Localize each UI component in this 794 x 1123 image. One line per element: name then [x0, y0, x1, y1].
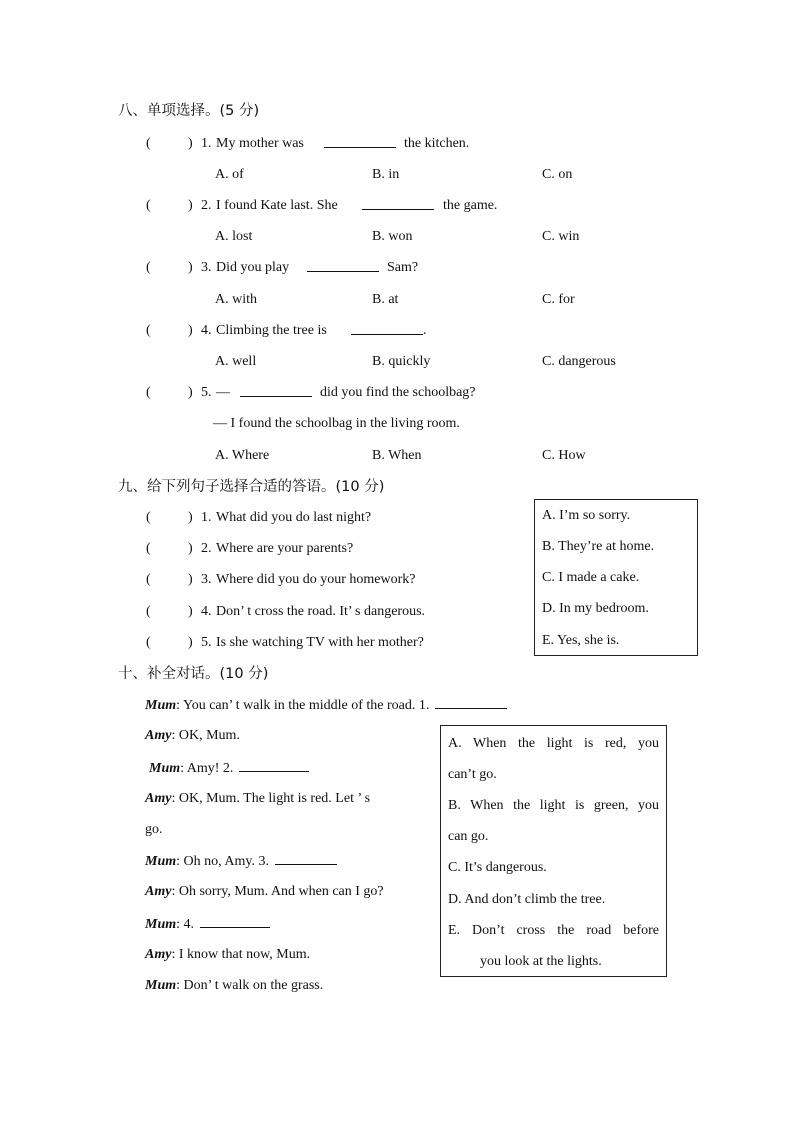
answer-blank[interactable]	[324, 135, 396, 154]
answer-paren-open: (	[146, 635, 151, 650]
question-text-after: .	[423, 323, 427, 338]
speaker-mum: Mum	[149, 761, 181, 776]
question-number: 1.	[201, 136, 212, 151]
question-text-after: the kitchen.	[404, 136, 470, 151]
question-text-after: the game.	[443, 198, 498, 213]
option-a[interactable]: A. with	[215, 292, 257, 307]
option-c[interactable]: C. for	[542, 292, 575, 307]
answer-blank[interactable]	[351, 322, 423, 341]
question-text: Where did you do your homework?	[216, 572, 416, 587]
question-number: 2.	[201, 198, 212, 213]
dialogue-text: : Oh no, Amy. 3.	[176, 854, 269, 869]
dialogue-option-a-line2: can’t go.	[448, 767, 497, 782]
question-text-after: did you find the schoolbag?	[320, 385, 476, 400]
option-a[interactable]: A. lost	[215, 229, 253, 244]
answer-paren-close[interactable]: )	[188, 198, 193, 213]
speaker-amy: Amy	[145, 947, 172, 962]
answer-paren-close[interactable]: )	[188, 572, 193, 587]
answer-option-c: C. I made a cake.	[542, 570, 640, 585]
answer-blank-2[interactable]	[239, 759, 309, 772]
dialogue-option-a-line1: A. When the light is red, you	[448, 736, 659, 751]
question-number: 4.	[201, 323, 212, 338]
answer-blank[interactable]	[362, 197, 434, 216]
question-number: 4.	[201, 604, 212, 619]
answer-option-d: D. In my bedroom.	[542, 601, 649, 616]
dialogue-option-c: C. It’s dangerous.	[448, 860, 547, 875]
dialogue-text: : Don’ t walk on the grass.	[176, 978, 324, 993]
dialogue-option-b-line1: B. When the light is green, you	[448, 798, 659, 813]
section-10-heading: 十、补全对话。(10 分)	[118, 666, 269, 682]
question-number: 3.	[201, 572, 212, 587]
answer-blank-1[interactable]	[435, 696, 507, 709]
dialogue-line-4-cont: go.	[145, 822, 163, 837]
answer-option-e: E. Yes, she is.	[542, 633, 620, 648]
answer-paren-open: (	[146, 510, 151, 525]
question-text-before: —	[216, 385, 230, 400]
question-response-line: — I found the schoolbag in the living room.	[213, 416, 460, 431]
option-b[interactable]: B. in	[372, 167, 400, 182]
question-number: 2.	[201, 541, 212, 556]
dialogue-text: : Oh sorry, Mum. And when can I go?	[171, 884, 384, 899]
dialogue-line-7	[145, 915, 276, 934]
answer-paren-open: (	[146, 260, 151, 275]
option-b[interactable]: B. at	[372, 292, 399, 307]
speaker-amy: Amy	[145, 884, 172, 899]
dialogue-text: : Amy! 2.	[180, 761, 234, 776]
dialogue-option-e-line1: E. Don’t cross the road before	[448, 923, 659, 938]
answer-paren-open: (	[146, 385, 151, 400]
question-text: What did you do last night?	[216, 510, 372, 525]
option-b[interactable]: B. quickly	[372, 354, 431, 369]
answer-paren-close[interactable]: )	[188, 510, 193, 525]
speaker-amy: Amy	[145, 791, 172, 806]
dialogue-text: : OK, Mum.	[171, 728, 240, 743]
dialogue-text: : I know that now, Mum.	[171, 947, 311, 962]
answer-paren-open: (	[146, 541, 151, 556]
answer-blank-3[interactable]	[275, 852, 337, 865]
dialogue-line-2	[145, 727, 240, 745]
dialogue-text: : 4.	[176, 917, 195, 932]
answer-paren-close[interactable]: )	[188, 260, 193, 275]
option-c[interactable]: C. dangerous	[542, 354, 616, 369]
section-8-heading: 八、单项选择。(5 分)	[118, 103, 260, 119]
answer-option-a: A. I’m so sorry.	[542, 508, 631, 523]
dialogue-line-1	[145, 696, 513, 715]
answer-paren-open: (	[146, 136, 151, 151]
answer-paren-open: (	[146, 604, 151, 619]
option-a[interactable]: A. well	[215, 354, 257, 369]
dialogue-text: : You can’ t walk in the middle of the road. 1.	[176, 698, 430, 713]
option-a[interactable]: A. Where	[215, 448, 270, 463]
option-c[interactable]: C. How	[542, 448, 586, 463]
dialogue-text: : OK, Mum. The light is red. Let ’ s	[171, 791, 371, 806]
option-a[interactable]: A. of	[215, 167, 244, 182]
answer-paren-close[interactable]: )	[188, 136, 193, 151]
section-9-heading: 九、给下列句子选择合适的答语。(10 分)	[118, 479, 385, 495]
answer-paren-open: (	[146, 572, 151, 587]
question-number: 5.	[201, 385, 212, 400]
answer-paren-close[interactable]: )	[188, 323, 193, 338]
speaker-mum: Mum	[145, 917, 177, 932]
dialogue-option-d: D. And don’t climb the tree.	[448, 892, 606, 907]
option-c[interactable]: C. on	[542, 167, 573, 182]
option-b[interactable]: B. won	[372, 229, 413, 244]
dialogue-options-box	[440, 725, 667, 977]
option-c[interactable]: C. win	[542, 229, 580, 244]
answer-blank[interactable]	[240, 384, 312, 403]
answer-paren-close[interactable]: )	[188, 385, 193, 400]
speaker-mum: Mum	[145, 698, 177, 713]
question-text-before: Climbing the tree is	[216, 323, 327, 338]
dialogue-line-8	[145, 946, 310, 964]
answer-paren-close[interactable]: )	[188, 604, 193, 619]
answer-paren-close[interactable]: )	[188, 541, 193, 556]
question-text: Is she watching TV with her mother?	[216, 635, 424, 650]
answer-paren-close[interactable]: )	[188, 635, 193, 650]
question-text: Where are your parents?	[216, 541, 354, 556]
speaker-amy: Amy	[145, 728, 172, 743]
answer-option-b: B. They’re at home.	[542, 539, 655, 554]
question-text-before: I found Kate last. She	[216, 198, 338, 213]
dialogue-line-3	[149, 759, 315, 778]
speaker-mum: Mum	[145, 978, 177, 993]
question-number: 1.	[201, 510, 212, 525]
answer-paren-open: (	[146, 323, 151, 338]
dialogue-line-9	[145, 977, 323, 995]
answer-paren-open: (	[146, 198, 151, 213]
answer-blank-4[interactable]	[200, 915, 270, 928]
dialogue-line-4	[145, 790, 429, 808]
dialogue-option-e-line2: you look at the lights.	[480, 954, 602, 969]
question-text: Don’ t cross the road. It’ s dangerous.	[216, 604, 426, 619]
question-text-before: Did you play	[216, 260, 290, 275]
option-b[interactable]: B. When	[372, 448, 422, 463]
answer-options-box	[534, 499, 698, 656]
question-number: 5.	[201, 635, 212, 650]
question-number: 3.	[201, 260, 212, 275]
question-text-after: Sam?	[387, 260, 419, 275]
answer-blank[interactable]	[307, 259, 379, 278]
speaker-mum: Mum	[145, 854, 177, 869]
question-text-before: My mother was	[216, 136, 304, 151]
dialogue-line-6	[145, 883, 384, 901]
dialogue-line-5	[145, 852, 343, 871]
dialogue-option-b-line2: can go.	[448, 829, 489, 844]
